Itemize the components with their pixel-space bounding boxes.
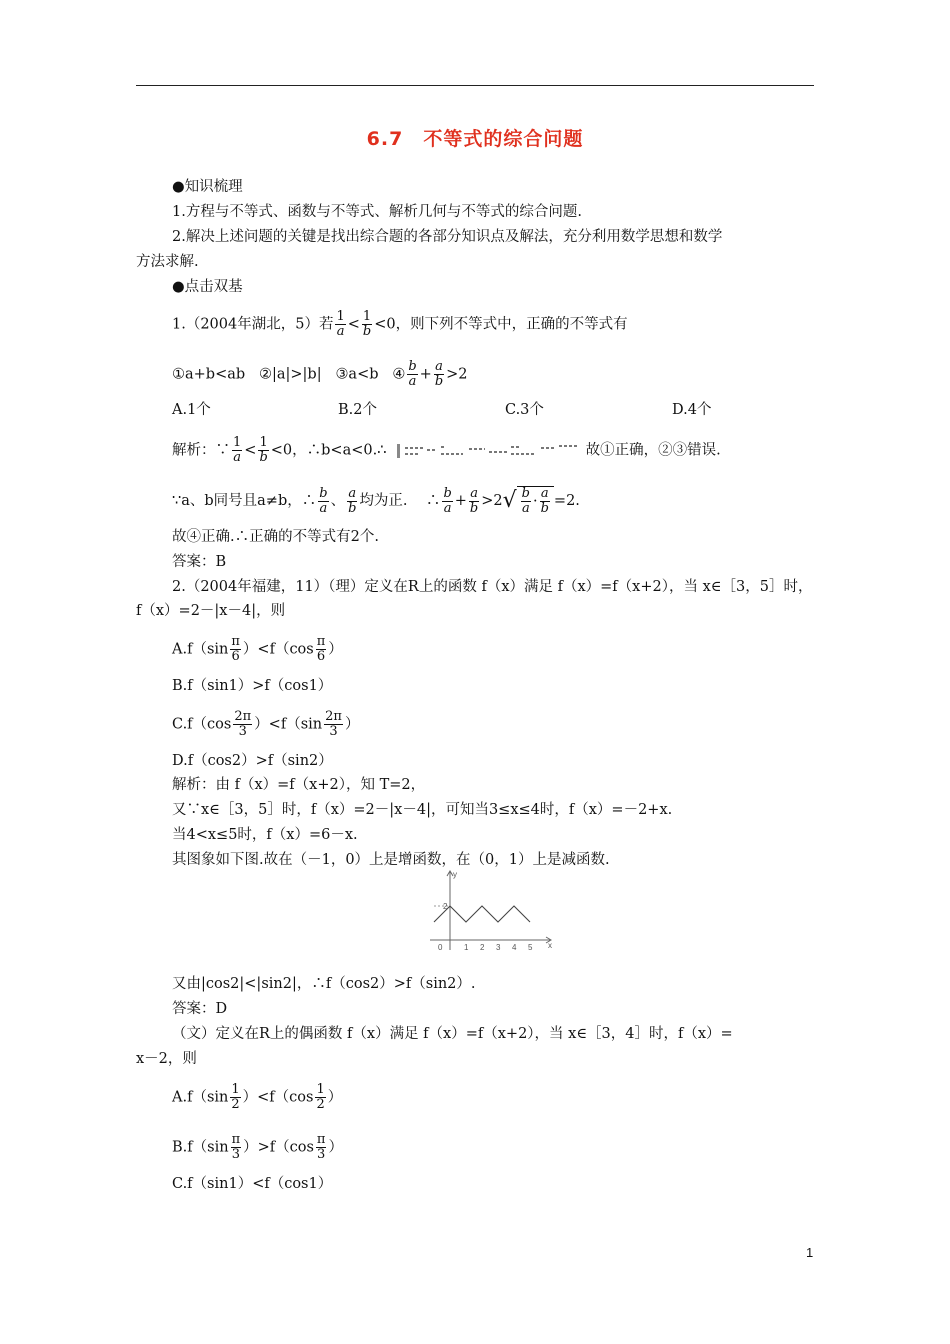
fraction: $\frac{1}{b}$ — [259, 435, 268, 465]
x-tick: 4 — [512, 943, 517, 952]
q2-option-a: A.f（sin $\frac{\pi}{6}$ ）<f（cos $\frac{\pi}{6}$ ） — [172, 634, 343, 664]
y-label: y — [453, 870, 457, 879]
q3-option-a: A.f（sin $\frac{1}{2}$ ）<f（cos $\frac{1}{2}$ ） — [172, 1082, 343, 1112]
q3-option-c: C.f（sin1）<f（cos1） — [172, 1176, 333, 1192]
choice-d: D.4个 — [672, 402, 712, 418]
q3-stem-cont: x－2，则 — [136, 1051, 197, 1067]
q1-analysis-line1: 解析：∵ $\frac{1}{a}$ < $\frac{1}{b}$ <0，∴b<a<0.∴ 故①正确，②③错误. — [172, 435, 721, 465]
fraction: $\frac{1}{b}$ — [362, 309, 372, 339]
choice-a: A.1个 — [172, 402, 211, 418]
page-number: 1 — [806, 1245, 814, 1260]
zigzag-line — [434, 906, 530, 922]
q1-answer: 答案：B — [172, 554, 227, 570]
header-rule — [136, 85, 814, 86]
q2-stem: 2.（2004年福建，11）（理）定义在R上的函数 f（x）满足 f（x）=f（x+2），当 x∈［3，5］时， — [172, 579, 813, 595]
q2-option-b: B.f（sin1）>f（cos1） — [172, 678, 333, 694]
fraction: $\frac{a}{b}$ — [434, 359, 444, 389]
q2-option-d: D.f（cos2）>f（sin2） — [172, 753, 333, 769]
q2-analysis-1: 解析：由 f（x）=f（x+2），知 T=2， — [172, 777, 426, 793]
fraction: $\frac{1}{a}$ — [336, 309, 345, 339]
x-tick: 3 — [496, 943, 501, 952]
fraction: $\frac{b}{a}$ — [319, 485, 328, 516]
choice-c: C.3个 — [505, 402, 544, 418]
section-heading-basics: ●点击双基 — [172, 279, 243, 295]
x-tick: 2 — [480, 943, 485, 952]
q2-option-c: C.f（cos $\frac{2\pi}{3}$ ）<f（sin $\frac{2\pi}{3}$ ） — [172, 709, 360, 739]
origin-label: 0 — [438, 943, 443, 952]
text: 1.（2004年湖北，5）若 — [172, 316, 334, 333]
corrupted-formula-image — [391, 442, 581, 460]
q1-options: ①a+b<ab ②|a|>|b| ③a<b ④ $\frac{b}{a}$ + $\frac{a}{b}$ >2 — [172, 359, 468, 389]
paragraph: 2.解决上述问题的关键是找出综合题的各部分知识点及解法，充分利用数学思想和数学 — [172, 229, 723, 245]
y-tick: 2 — [443, 902, 448, 911]
sqrt-radicand: $\frac{b}{a}$ · $\frac{a}{b}$ — [517, 486, 554, 516]
x-tick: 5 — [528, 943, 533, 952]
fraction: $\frac{a}{b}$ — [469, 485, 479, 516]
q2-analysis-2: 又∵x∈［3，5］时，f（x）=2－|x－4|，可知当3≤x≤4时，f（x）=－2+x. — [172, 802, 673, 818]
choice-b: B.2个 — [338, 402, 377, 418]
q1-stem: 1.（2004年湖北，5）若 $\frac{1}{a}$ < $\frac{1}{b}$ <0，则下列不等式中，正确的不等式有 — [172, 309, 628, 339]
q1-conclusion: 故④正确.∴正确的不等式有2个. — [172, 529, 379, 545]
q2-stem-cont: f（x）=2－|x－4|，则 — [136, 603, 286, 619]
x-label: x — [548, 941, 552, 950]
page-title: 6.7 不等式的综合问题 — [366, 128, 584, 150]
q2-answer: 答案：D — [172, 1001, 228, 1017]
section-heading-knowledge: ●知识梳理 — [172, 179, 243, 195]
paragraph: 方法求解. — [136, 254, 199, 270]
function-graph — [424, 868, 556, 954]
fraction: $\frac{b}{a}$ — [408, 359, 417, 389]
q1-analysis-line2: ∵a、b同号且a≠b，∴ $\frac{b}{a}$ 、 $\frac{a}{b}$ 均为正. ∴ $\frac{b}{a}$ + $\frac{a}{b}$ >2√ $\frac{b}{a}$ · $\frac{a}{b}$ =2. — [172, 485, 580, 516]
fraction: $\frac{a}{b}$ — [348, 485, 357, 516]
q2-analysis-4: 其图象如下图.故在（－1，0）上是增函数，在（0，1）上是减函数. — [172, 852, 610, 868]
x-tick: 1 — [464, 943, 469, 952]
q3-option-b: B.f（sin $\frac{\pi}{3}$ ）>f（cos $\frac{\pi}{3}$ ） — [172, 1132, 343, 1162]
q2-analysis-3: 当4<x≤5时，f（x）=6－x. — [172, 827, 358, 843]
fraction: $\frac{b}{a}$ — [443, 485, 452, 516]
q2-analysis-5: 又由|cos2|<|sin2|，∴f（cos2）>f（sin2）. — [172, 976, 476, 992]
q3-stem: （文）定义在R上的偶函数 f（x）满足 f（x）=f（x+2），当 x∈［3，4］时，f（x）= — [172, 1026, 733, 1042]
fraction: $\frac{1}{a}$ — [233, 435, 242, 465]
paragraph: 1.方程与不等式、函数与不等式、解析几何与不等式的综合问题. — [172, 204, 582, 220]
